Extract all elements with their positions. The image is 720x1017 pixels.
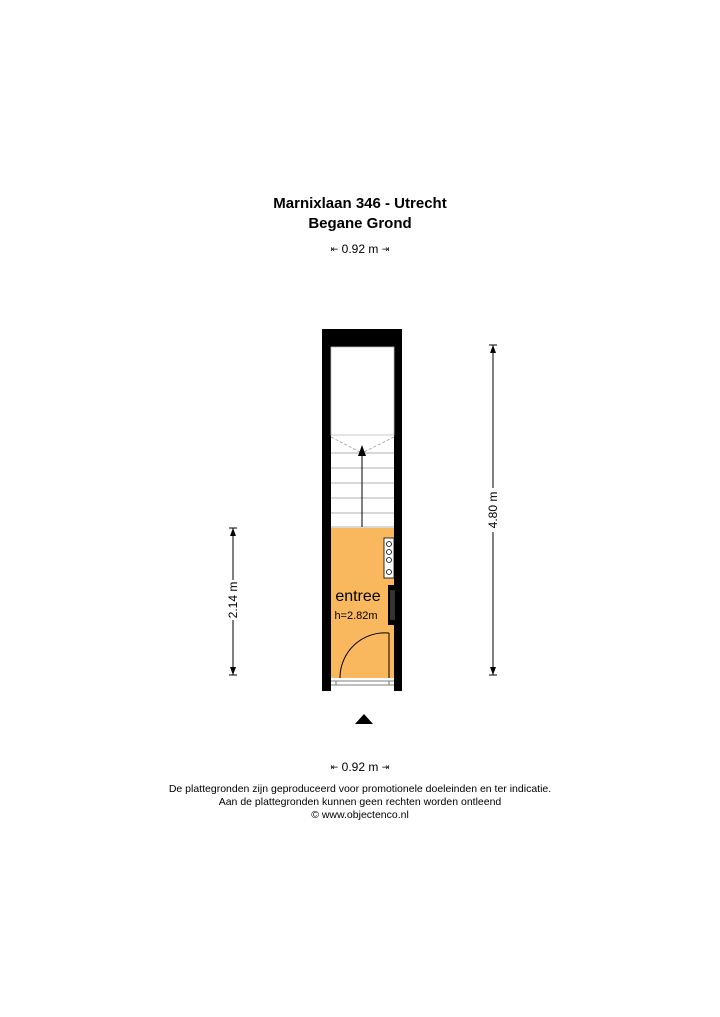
entrance-marker-icon <box>355 714 373 724</box>
disclaimer-line-2: Aan de plattegronden kunnen geen rechten worden ontleend <box>218 796 502 808</box>
width-dimension-bottom <box>0 760 720 774</box>
width-bottom-label: 0.92 m <box>341 760 379 774</box>
width-top-label: 0.92 m <box>341 242 379 256</box>
room-name: entree <box>335 588 381 605</box>
room-height: h=2.82m <box>334 610 378 622</box>
plan-title: Marnixlaan 346 - Utrecht <box>273 195 447 212</box>
arrow-right-icon: ⇥ <box>381 762 390 772</box>
copyright-line: © www.objectenco.nl <box>311 809 409 821</box>
arrow-left-icon: ⇤ <box>330 244 339 254</box>
floor-name: Begane Grond <box>308 215 412 232</box>
disclaimer-line-1: De plattegronden zijn geproduceerd voor promotionele doeleinden en ter indicatie. <box>168 783 552 795</box>
radiator-icon <box>384 538 394 578</box>
arrow-left-icon: ⇤ <box>330 762 339 772</box>
threshold <box>331 678 394 691</box>
height-right-label: 4.80 m <box>486 491 500 529</box>
height-left-label: 2.14 m <box>226 581 240 619</box>
landing <box>331 347 394 435</box>
arrow-right-icon: ⇥ <box>381 244 390 254</box>
